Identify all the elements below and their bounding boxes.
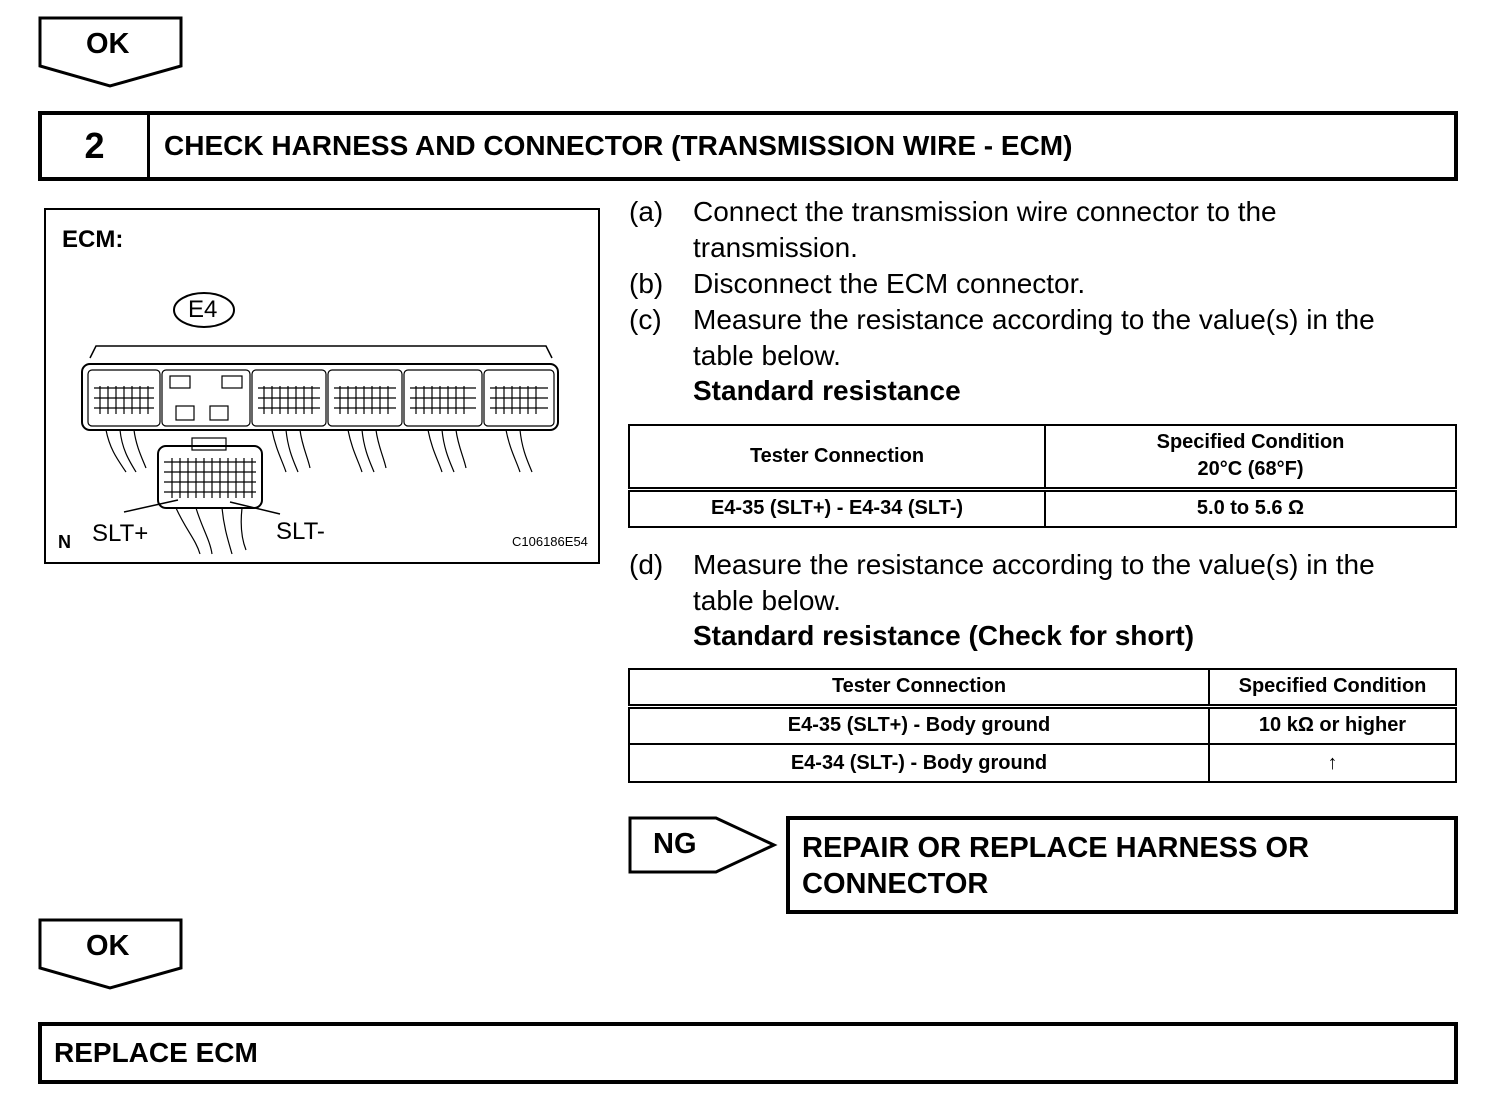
table2-col-tester: Tester Connection xyxy=(629,669,1209,706)
right-arrow-icon xyxy=(628,816,778,874)
instruction-line: table below. xyxy=(693,340,841,371)
n-mark: N xyxy=(58,532,71,552)
instruction-line: transmission. xyxy=(693,232,858,263)
table2-row-condition: ↑ xyxy=(1209,744,1456,782)
step-number: 2 xyxy=(42,115,150,177)
final-action-text: REPLACE ECM xyxy=(54,1037,258,1068)
ng-flow-arrow xyxy=(628,816,778,874)
table2-row-connection: E4-34 (SLT-) - Body ground xyxy=(629,744,1209,782)
instruction-letter: (b) xyxy=(629,268,664,299)
table1-heading: Standard resistance xyxy=(693,375,961,406)
instruction-letter: (d) xyxy=(629,549,664,580)
table1-col-condition-line1: Specified Condition xyxy=(1156,431,1345,454)
ok-label: OK xyxy=(86,28,130,60)
table1-row-condition: 5.0 to 5.6 Ω xyxy=(1045,489,1456,527)
pin-label-slt-plus: SLT+ xyxy=(92,520,149,547)
ng-action-line2: CONNECTOR xyxy=(802,868,989,900)
table2-row-condition: 10 kΩ or higher xyxy=(1209,706,1456,744)
table2-heading: Standard resistance (Check for short) xyxy=(693,620,1195,651)
instruction-line: Connect the transmission wire connector to the xyxy=(693,196,1277,227)
instruction-line: table below. xyxy=(693,585,841,616)
table1-row-connection: E4-35 (SLT+) - E4-34 (SLT-) xyxy=(629,489,1045,527)
final-action-box xyxy=(38,1022,1458,1084)
instruction-letter: (c) xyxy=(629,304,662,335)
figure-title: ECM: xyxy=(62,226,124,253)
step-header xyxy=(38,111,1458,181)
step-title: CHECK HARNESS AND CONNECTOR (TRANSMISSION WIRE - ECM) xyxy=(164,130,1073,161)
pin-label-slt-minus: SLT- xyxy=(276,518,325,545)
connector-tag: E4 xyxy=(188,296,218,323)
table2-col-condition: Specified Condition xyxy=(1209,669,1456,706)
ecm-connector-figure xyxy=(44,208,600,564)
instruction-line: Measure the resistance according to the value(s) in the xyxy=(693,549,1375,580)
standard-resistance-table xyxy=(628,424,1457,528)
instruction-letter: (a) xyxy=(629,196,664,227)
ng-action-box xyxy=(786,816,1458,914)
ok-flow-arrow-top xyxy=(38,16,184,88)
table2-row-connection: E4-35 (SLT+) - Body ground xyxy=(629,706,1209,744)
table-row xyxy=(629,706,1456,744)
table1-col-condition-line2: 20°C (68°F) xyxy=(1197,458,1304,481)
table1-col-tester: Tester Connection xyxy=(629,425,1045,489)
instruction-line: Disconnect the ECM connector. xyxy=(693,268,1086,299)
ok-flow-arrow-bottom xyxy=(38,918,184,990)
short-check-table xyxy=(628,668,1457,783)
ecm-connector-drawing xyxy=(46,210,598,562)
instruction-line: Measure the resistance according to the value(s) in the xyxy=(693,304,1375,335)
ok-label: OK xyxy=(86,930,130,962)
table-row xyxy=(629,489,1456,527)
table-row xyxy=(629,744,1456,782)
figure-code: C106186E54 xyxy=(512,534,588,549)
table1-col-condition xyxy=(1045,425,1456,489)
ng-label: NG xyxy=(653,828,697,860)
ng-action-line1: REPAIR OR REPLACE HARNESS OR xyxy=(802,832,1310,864)
